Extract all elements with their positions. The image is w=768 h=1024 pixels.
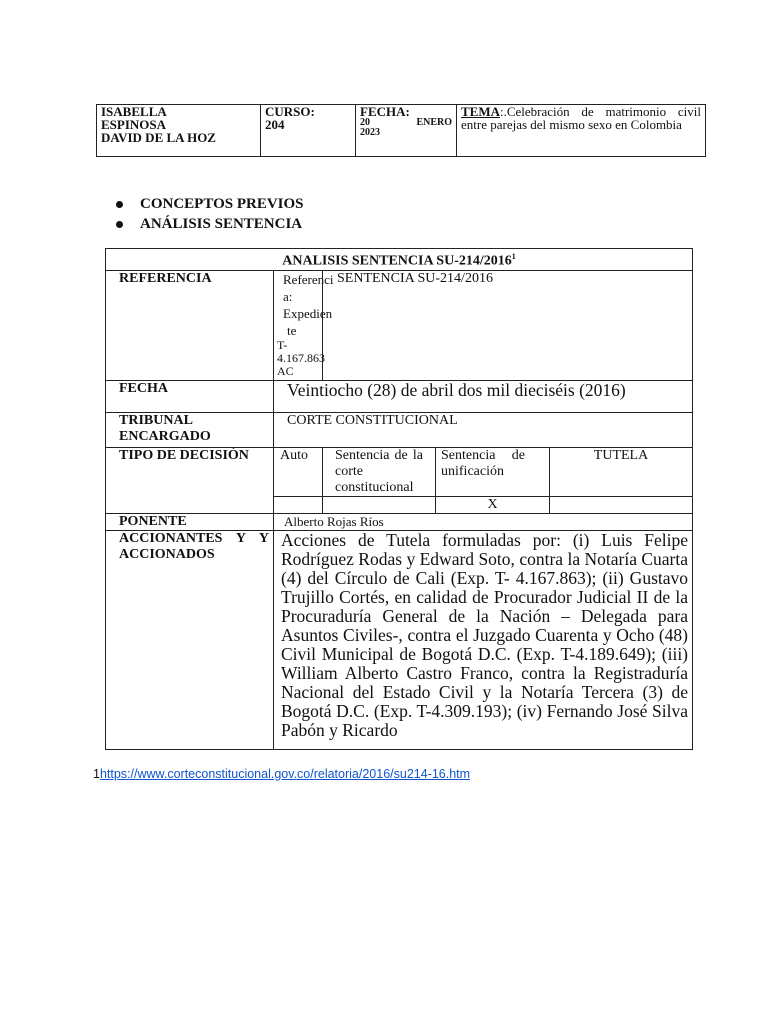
course-label: CURSO: <box>265 104 315 119</box>
label-ponente: PONENTE <box>106 513 274 530</box>
footnote-ref[interactable]: 1 <box>511 252 516 261</box>
date-year: 2023 <box>360 127 380 138</box>
student-names-cell <box>97 105 261 157</box>
label-accionantes: ACCIONANTES Y Y ACCIONADOS <box>106 530 274 749</box>
date-month: ENERO <box>416 117 452 128</box>
bullet-dot-icon <box>116 201 123 208</box>
bullet-text: CONCEPTOS PREVIOS <box>140 196 304 212</box>
topic-cell <box>457 105 706 157</box>
tipo-mark-x: X <box>436 496 550 513</box>
date-cell <box>356 105 457 157</box>
tipo-mark-empty <box>274 496 323 513</box>
bullet-text: ANÁLISIS SENTENCIA <box>140 216 303 232</box>
tipo-unificacion: Sentencia de unificación <box>436 447 550 496</box>
tipo-mark-empty <box>323 496 436 513</box>
ref-code-line: 4.167.863 <box>277 350 325 365</box>
student-name: ISABELLA <box>101 104 167 119</box>
topic-text: :.Celebración de matrimonio civil entre parejas del mismo sexo en Colombia <box>461 104 701 132</box>
tipo-tutela: TUTELA <box>550 447 693 496</box>
bullet-dot-icon <box>116 221 123 228</box>
topic-label: TEMA <box>461 104 500 119</box>
footnote-number: 1 <box>93 767 100 781</box>
accionantes-text: Acciones de Tutela formuladas por: (i) Luis Felipe Rodríguez Rodas y Edward Soto, contra la Notaría Cuarta (4) del Círculo de Cali (Exp. T- 4.167.863); (ii) Gustavo Trujillo Cortés, en calidad de Procurador Judicial II de la Procuraduría General de la Nación – Delegada para Asuntos Civiles-, contra el Juzgado Cuarenta y Ocho (48) Civil Municipal de Bogotá D.C. (Exp. T-4.189.649); (iii) William Alberto Castro Franco, contra la Registraduría Nacional del Estado Civil y la Notaría Tercera (3) de Bogotá D.C. (Exp. T-4.309.193); (iv) Fernando José Silva Pabón y Ricardo <box>281 530 689 740</box>
section-bullet-list <box>116 194 304 234</box>
ref-expediente-cell <box>274 270 334 380</box>
tipo-sentencia-corte: Sentencia de la corte constitucional <box>323 447 436 496</box>
analysis-title-text: ANALISIS SENTENCIA SU-214/2016 <box>282 253 512 269</box>
label-fecha: FECHA <box>106 380 274 412</box>
tipo-auto: Auto <box>274 447 323 496</box>
accionantes-value <box>274 530 693 749</box>
student-name: ESPINOSA <box>101 117 167 132</box>
bullet-item <box>116 214 304 234</box>
ref-line: Expedien <box>283 305 333 321</box>
header-table <box>96 104 706 157</box>
fecha-value: Veintiocho (28) de abril dos mil dieciséis (2016) <box>274 380 693 412</box>
tipo-mark-empty <box>550 496 693 513</box>
course-cell <box>261 105 356 157</box>
student-name: DAVID DE LA HOZ <box>101 130 216 145</box>
ref-line: Referenci <box>283 271 334 287</box>
footnote <box>93 767 470 781</box>
tribunal-value: CORTE CONSTITUCIONAL <box>274 412 693 447</box>
date-label: FECHA: <box>360 104 410 119</box>
analysis-table <box>105 248 693 750</box>
ponente-value: Alberto Rojas Ríos <box>274 513 693 530</box>
course-value: 204 <box>265 117 285 132</box>
label-referencia: REFERENCIA <box>106 270 274 380</box>
label-tipo-decision: TIPO DE DECISIÓN <box>106 447 274 513</box>
bullet-item <box>116 194 304 214</box>
label-tribunal: TRIBUNAL ENCARGADO <box>106 412 274 447</box>
ref-line: a: <box>283 288 293 304</box>
ref-sentencia: SENTENCIA SU-214/2016 <box>323 270 693 380</box>
ref-line: te <box>287 322 297 338</box>
ref-code-line: T- <box>277 337 288 352</box>
ref-code-line: AC <box>277 363 294 378</box>
date-day: 20 <box>360 117 370 128</box>
footnote-link[interactable]: https://www.corteconstitucional.gov.co/relatoria/2016/su214-16.htm <box>99 767 471 781</box>
analysis-title <box>106 249 693 271</box>
